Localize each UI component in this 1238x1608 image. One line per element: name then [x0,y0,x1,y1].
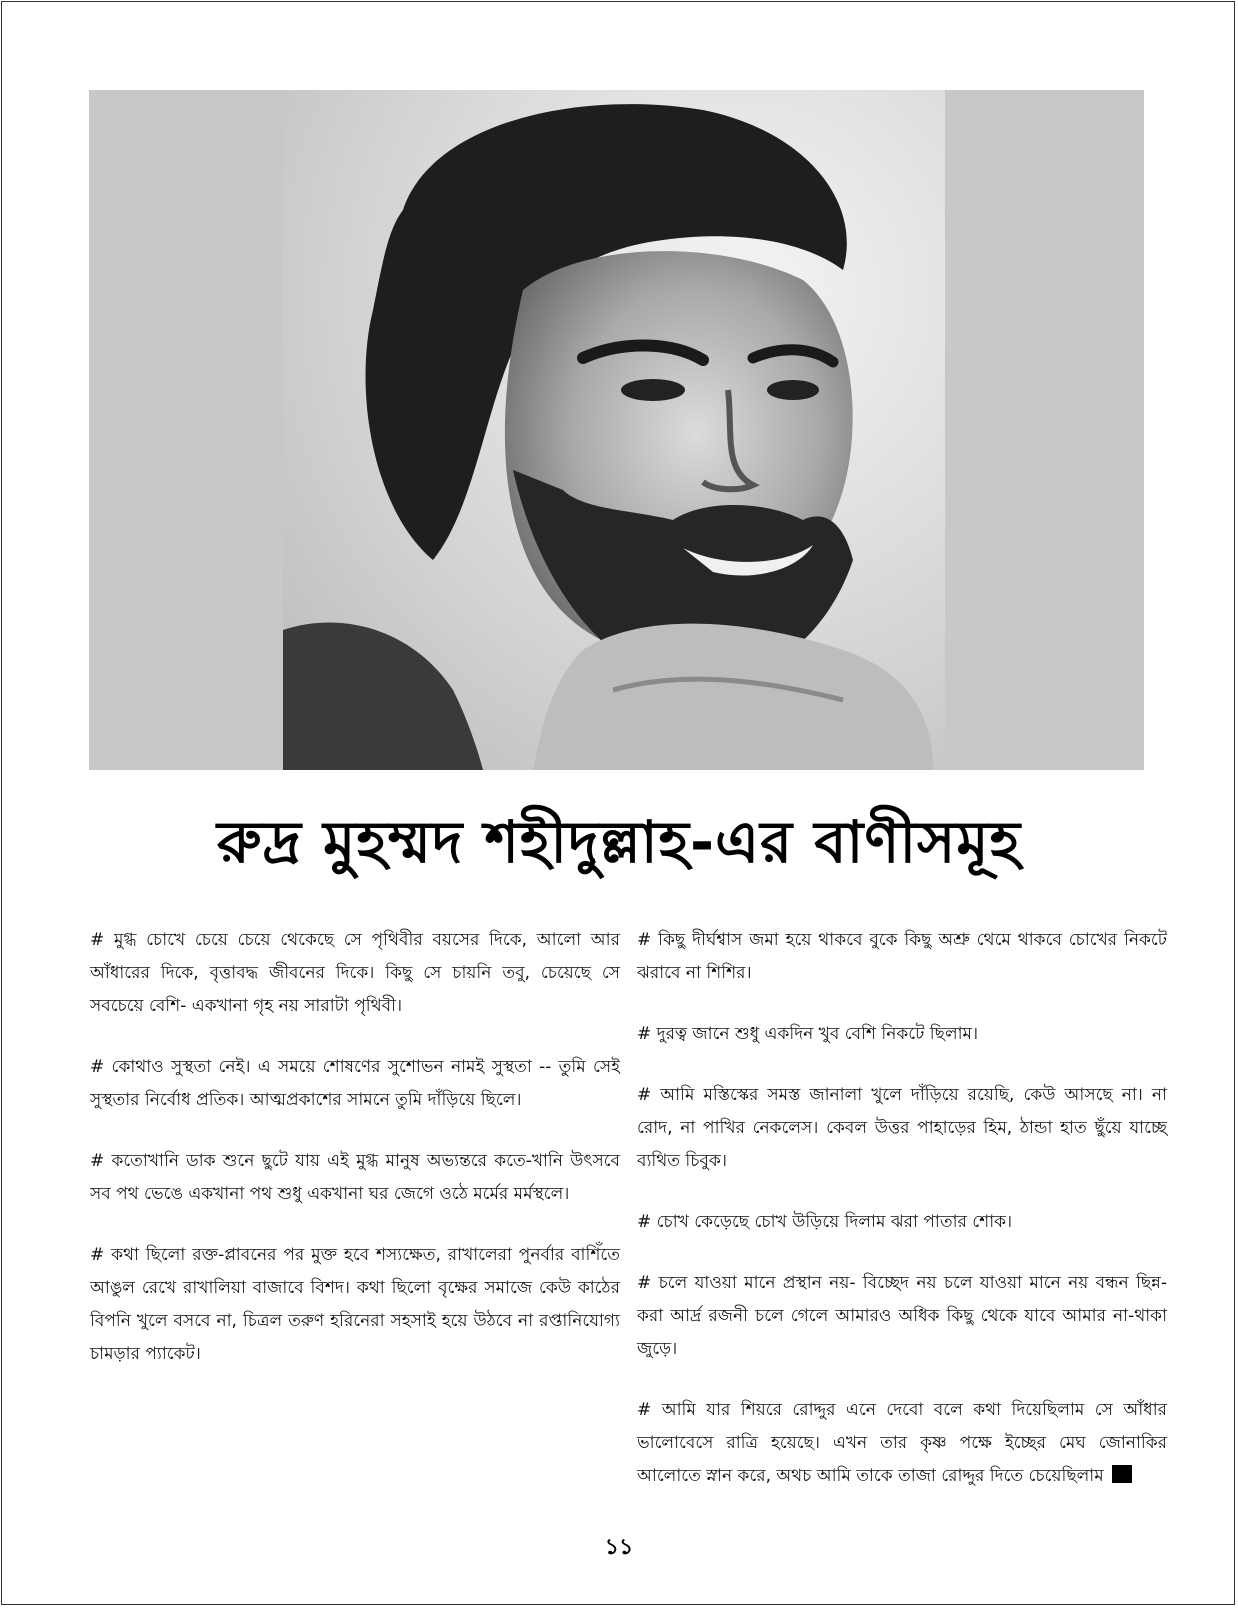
portrait-illustration [283,90,945,770]
quote-paragraph: # কতোখানি ডাক শুনে ছুটে যায় এই মুগ্ধ মানুষ অভ্যন্তরে কতে-খানি উৎসবে সব পথ ভেঙে একখানা পথ শুধু একখানা ঘর জেগে ওঠে মর্মের মর্মস্থলে। [90,1151,620,1204]
left-quotes-column [90,924,620,1399]
portrait-photo [283,90,945,770]
quote-paragraph: # আমি মস্তিস্কের সমস্ত জানালা খুলে দাঁড়িয়ে রয়েছি, কেউ আসছে না। না রোদ, না পাখির নেকলেস। কেবল উত্তর পাহাড়ের হিম, ঠান্ডা হাত ছুঁয়ে যাচ্ছে ব্যথিত চিবুক। [637,1085,1167,1171]
page-number: ১১ [604,1535,634,1560]
end-mark-square [1112,1465,1132,1483]
quote-paragraph: # মুগ্ধ চোখে চেয়ে চেয়ে থেকেছে সে পৃথিবীর বয়সের দিকে, আলো আর আঁধারের দিকে, বৃত্তাবদ্ধ জীবনের দিকে। কিছু সে চায়নি তবু, চেয়েছে সে সবচেয়ে বেশি- একখানা গৃহ নয় সারাটা পৃথিবী। [90,930,620,1016]
quote-paragraph: # কোথাও সুস্থতা নেই। এ সময়ে শোষণের সুশোভন নামই সুস্থতা -- তুমি সেই সুস্থতার নির্বোধ প্রতিক। আত্মপ্রকাশের সামনে তুমি দাঁড়িয়ে ছিলে। [90,1057,620,1110]
quote-paragraph: # কথা ছিলো রক্ত-প্লাবনের পর মুক্ত হবে শস্যক্ষেত, রাখালেরা পুনর্বার বাশিঁতে আঙুল রেখে রাখালিয়া বাজাবে বিশদ। কথা ছিলো বৃক্ষের সমাজে কেউ কাঠের বিপনি খুলে বসবে না, চিত্রল তরুণ হরিনেরা সহসাই হয়ে উঠবে না রপ্তানিযোগ্য চামড়ার প্যাকেট। [90,1245,620,1364]
quote-text: # আমি যার শিয়রে রোদ্দুর এনে দেবো বলে কথা দিয়েছিলাম সে আঁধার ভালোবেসে রাত্রি হয়েছে। এখন তার কৃষ্ণ পক্ষে ইচ্ছের মেঘ জোনাকির আলোতে স্নান করে, অথচ আমি তাকে তাজা রোদ্দুর দিতে চেয়েছিলাম [637,1400,1167,1486]
quote-paragraph-last [637,1394,1167,1493]
quote-paragraph: # চোখ কেড়েছে চোখ উড়িয়ে দিলাম ঝরা পাতার শোক। [637,1212,1013,1232]
quote-paragraph: # কিছু দীর্ঘশ্বাস জমা হয়ে থাকবে বুকে কিছু অশ্রু থেমে থাকবে চোখের নিকটে ঝরাবে না শিশির। [637,930,1167,983]
right-quotes-column [637,924,1167,1521]
page-title: রুদ্র মুহম্মদ শহীদুল্লাহ-এর বাণীসমূহ [216,808,1022,876]
quote-paragraph: # দুরত্ব জানে শুধু একদিন খুব বেশি নিকটে ছিলাম। [637,1024,979,1044]
quote-paragraph: # চলে যাওয়া মানে প্রস্থান নয়- বিচ্ছেদ নয় চলে যাওয়া মানে নয় বন্ধন ছিন্ন-করা আর্দ্র রজনী চলে গেলে আমারও অধিক কিছু থেকে যাবে আমার না-থাকা জুড়ে। [637,1273,1167,1359]
